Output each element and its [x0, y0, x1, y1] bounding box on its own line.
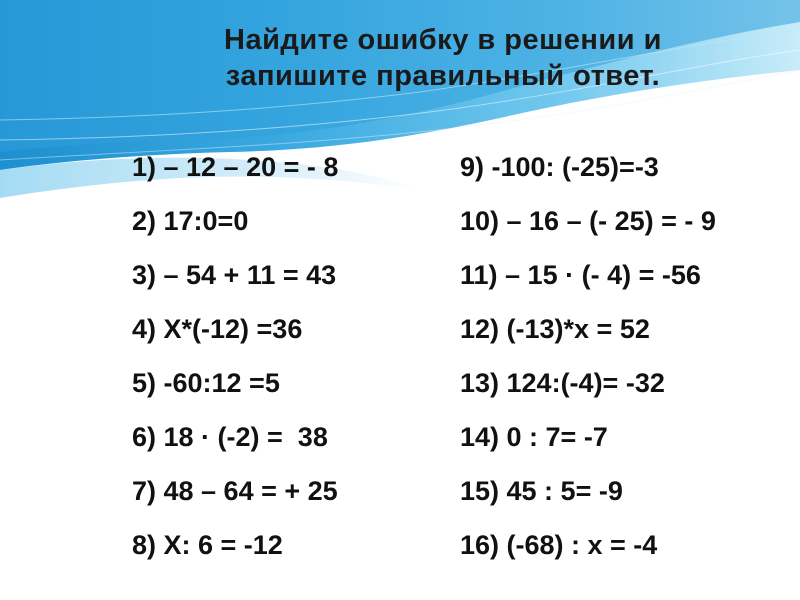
- title-line-2: запишите правильный ответ.: [225, 60, 661, 92]
- exercise-item: 9) -100: (-25)=-3: [460, 152, 659, 182]
- exercise-item: 6) 18 · (-2) = 38: [132, 422, 328, 452]
- slide-title: [118, 22, 768, 94]
- title-line-1: Найдите ошибку в решении и: [224, 24, 662, 56]
- exercise-item: 14) 0 : 7= -7: [460, 422, 608, 452]
- exercise-item: 12) (-13)*х = 52: [460, 314, 650, 344]
- exercise-item: 16) (-68) : х = -4: [460, 530, 658, 560]
- exercise-item: 4) Х*(-12) =36: [132, 314, 303, 344]
- exercise-item: 15) 45 : 5= -9: [460, 476, 623, 506]
- exercise-item: 3) – 54 + 11 = 43: [132, 260, 337, 290]
- left-exercise-list: [132, 147, 338, 579]
- exercise-item: 8) Х: 6 = -12: [132, 530, 283, 560]
- exercise-item: 10) – 16 – (- 25) = - 9: [460, 206, 716, 236]
- exercise-item: 11) – 15 · (- 4) = -56: [460, 260, 701, 290]
- right-exercise-list: [460, 147, 716, 579]
- exercise-item: 13) 124:(-4)= -32: [460, 368, 665, 398]
- exercise-item: 1) – 12 – 20 = - 8: [132, 152, 339, 182]
- exercise-item: 2) 17:0=0: [132, 206, 249, 236]
- exercise-item: 7) 48 – 64 = + 25: [132, 476, 338, 506]
- exercise-item: 5) -60:12 =5: [132, 368, 280, 398]
